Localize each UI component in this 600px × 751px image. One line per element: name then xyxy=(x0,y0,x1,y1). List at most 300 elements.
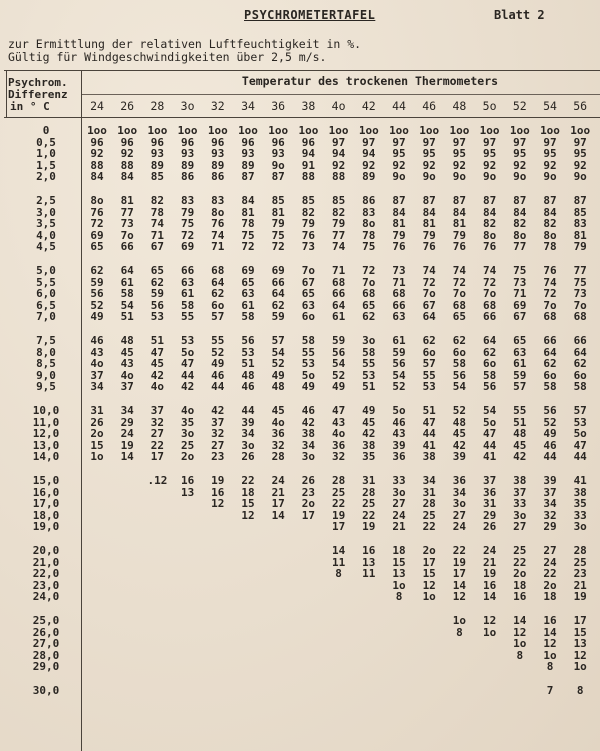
difference-row-label: 24,0 xyxy=(32,590,60,604)
humidity-cell: 7o xyxy=(301,264,316,277)
temperature-column-header: 38 xyxy=(301,99,316,113)
humidity-cell: 28 xyxy=(573,544,587,557)
humidity-cell: 25 xyxy=(180,438,195,452)
humidity-cell: 2o xyxy=(422,544,436,557)
humidity-cell: 54 xyxy=(392,368,406,382)
humidity-cell: 87 xyxy=(271,170,285,184)
humidity-cell: 19 xyxy=(211,474,225,487)
humidity-cell: 3o xyxy=(452,497,467,511)
humidity-cell: 8o xyxy=(513,228,527,242)
humidity-cell: 68 xyxy=(392,287,406,301)
humidity-cell: 38 xyxy=(573,485,587,499)
humidity-cell: 57 xyxy=(513,380,527,394)
humidity-cell: 62 xyxy=(211,287,225,301)
humidity-cell: 64 xyxy=(543,345,557,359)
humidity-cell: 92 xyxy=(482,158,497,172)
humidity-cell: 8o xyxy=(543,228,557,242)
humidity-cell: 96 xyxy=(90,135,104,149)
humidity-cell: 2o xyxy=(301,497,316,511)
difference-row-label: 9,0 xyxy=(36,368,56,382)
humidity-cell: 31 xyxy=(362,474,376,487)
humidity-cell: 93 xyxy=(241,147,255,161)
humidity-cell: 31 xyxy=(90,404,104,417)
humidity-cell: 79 xyxy=(452,228,467,242)
humidity-cell: 54 xyxy=(271,345,285,359)
humidity-cell: 53 xyxy=(362,368,376,382)
humidity-cell: 42 xyxy=(452,438,467,452)
humidity-cell: 3o xyxy=(362,334,376,347)
humidity-cell: 13 xyxy=(573,637,587,651)
humidity-cell: 55 xyxy=(362,357,376,371)
humidity-cell: 77 xyxy=(331,228,346,242)
humidity-cell: 46 xyxy=(301,404,316,417)
humidity-cell: 58 xyxy=(120,287,134,301)
humidity-cell: 3o xyxy=(301,450,316,464)
humidity-cell: 71 xyxy=(392,275,406,289)
humidity-cell: 78 xyxy=(543,240,557,254)
humidity-cell: 58 xyxy=(482,368,497,382)
humidity-cell: 69 xyxy=(241,264,255,277)
humidity-cell: 92 xyxy=(422,158,436,172)
humidity-cell: 34 xyxy=(422,474,436,487)
humidity-cell: 78 xyxy=(362,228,376,242)
temperature-column-header: 32 xyxy=(210,99,225,113)
humidity-cell: 18 xyxy=(241,485,255,499)
humidity-cell: 84 xyxy=(482,205,497,219)
humidity-cell: 1oo xyxy=(117,124,138,137)
humidity-cell: 44 xyxy=(422,427,436,441)
humidity-cell: 75 xyxy=(241,228,255,242)
humidity-cell: 39 xyxy=(392,438,406,452)
difference-row-label: 13,0 xyxy=(32,438,60,452)
humidity-cell: 15 xyxy=(573,625,587,639)
humidity-cell: 9o xyxy=(543,170,557,184)
humidity-cell: 44 xyxy=(482,438,497,452)
humidity-cell: 83 xyxy=(211,194,225,207)
humidity-cell: 51 xyxy=(120,310,134,324)
humidity-cell: 27 xyxy=(452,508,467,522)
humidity-cell: 1oo xyxy=(570,124,591,137)
humidity-cell: 85 xyxy=(271,194,285,207)
humidity-cell: 37 xyxy=(482,474,497,487)
humidity-cell: 13 xyxy=(392,567,406,581)
difference-row-label: 17,0 xyxy=(32,497,60,511)
humidity-cell: 49 xyxy=(211,357,225,371)
humidity-cell: 1o xyxy=(543,648,557,662)
humidity-cell: 96 xyxy=(271,135,285,149)
humidity-cell: 38 xyxy=(301,427,316,441)
humidity-cell: 73 xyxy=(513,275,527,289)
humidity-cell: 46 xyxy=(90,334,104,347)
humidity-cell: 32 xyxy=(543,508,557,522)
humidity-cell: 56 xyxy=(90,287,104,301)
humidity-cell: 21 xyxy=(573,578,587,592)
humidity-cell: 69 xyxy=(271,264,285,277)
humidity-cell: 47 xyxy=(422,415,436,429)
humidity-cell: 52 xyxy=(543,415,557,429)
humidity-cell: .12 xyxy=(147,474,168,487)
humidity-cell: 81 xyxy=(392,217,406,231)
humidity-cell: 85 xyxy=(150,170,165,184)
humidity-cell: 65 xyxy=(513,334,527,347)
humidity-cell: 3o xyxy=(180,427,195,441)
humidity-cell: 7 xyxy=(546,684,554,697)
humidity-cell: 56 xyxy=(543,404,557,417)
humidity-cell: 8 xyxy=(516,648,524,662)
humidity-cell: 96 xyxy=(150,135,165,149)
humidity-cell: 69 xyxy=(180,240,195,254)
humidity-cell: 1oo xyxy=(207,124,228,137)
humidity-cell: 16 xyxy=(362,544,376,557)
humidity-cell: 22 xyxy=(331,497,346,511)
humidity-cell: 37 xyxy=(513,485,527,499)
humidity-cell: 9o xyxy=(271,158,285,172)
humidity-cell: 19 xyxy=(331,508,346,522)
humidity-cell: 92 xyxy=(331,158,346,172)
humidity-cell: 58 xyxy=(452,357,467,371)
humidity-cell: 97 xyxy=(422,135,436,149)
humidity-cell: 16 xyxy=(482,578,497,592)
humidity-cell: 41 xyxy=(573,474,587,487)
humidity-cell: 9o xyxy=(452,170,467,184)
humidity-cell: 12 xyxy=(482,614,497,627)
humidity-cell: 24 xyxy=(392,508,406,522)
humidity-cell: 1o xyxy=(573,660,587,674)
humidity-cell: 23 xyxy=(211,450,225,464)
humidity-cell: 72 xyxy=(482,275,497,289)
temperature-column-header: 36 xyxy=(271,99,286,113)
humidity-cell: 13 xyxy=(180,485,195,499)
difference-row-label: 8,5 xyxy=(36,357,56,371)
humidity-cell: 55 xyxy=(180,310,195,324)
difference-row-label: 6,0 xyxy=(36,287,56,301)
temperature-column-header: 28 xyxy=(150,99,165,113)
humidity-cell: 59 xyxy=(150,287,165,301)
humidity-cell: 84 xyxy=(241,194,255,207)
humidity-cell: 24 xyxy=(482,544,497,557)
humidity-cell: 69 xyxy=(513,298,527,312)
difference-row-label: 18,0 xyxy=(32,508,60,522)
difference-row-label: 0,5 xyxy=(36,135,56,149)
humidity-cell: 74 xyxy=(452,264,467,277)
humidity-cell: 84 xyxy=(452,205,467,219)
humidity-cell: 25 xyxy=(422,508,436,522)
humidity-cell: 44 xyxy=(180,368,195,382)
humidity-cell: 72 xyxy=(452,275,467,289)
humidity-cell: 62 xyxy=(150,275,165,289)
humidity-cell: 27 xyxy=(392,497,406,511)
humidity-cell: 65 xyxy=(150,264,165,277)
humidity-cell: 1o xyxy=(392,578,406,592)
humidity-cell: 58 xyxy=(180,298,195,312)
humidity-cell: 17 xyxy=(331,520,346,534)
humidity-cell: 88 xyxy=(331,170,346,184)
humidity-cell: 92 xyxy=(120,147,134,161)
humidity-cell: 72 xyxy=(90,217,104,231)
humidity-cell: 92 xyxy=(452,158,467,172)
humidity-cell: 1oo xyxy=(298,124,319,137)
temperature-header-title: Temperatur des trockenen Thermometers xyxy=(241,74,499,88)
humidity-cell: 72 xyxy=(543,287,557,301)
humidity-cell: 94 xyxy=(362,147,376,161)
difference-row-label: 9,5 xyxy=(36,380,56,394)
humidity-cell: 82 xyxy=(543,217,557,231)
humidity-cell: 39 xyxy=(452,450,467,464)
humidity-cell: 67 xyxy=(513,310,527,324)
humidity-cell: 48 xyxy=(120,334,134,347)
humidity-cell: 66 xyxy=(180,264,195,277)
humidity-cell: 71 xyxy=(211,240,225,254)
humidity-cell: 89 xyxy=(180,158,195,172)
humidity-cell: 4o xyxy=(271,415,285,429)
humidity-cell: 95 xyxy=(422,147,436,161)
humidity-cell: 1oo xyxy=(358,124,379,137)
humidity-cell: 1oo xyxy=(87,124,107,137)
humidity-cell: 71 xyxy=(513,287,527,301)
humidity-cell: 7o xyxy=(422,287,436,301)
humidity-cell: 22 xyxy=(452,544,467,557)
humidity-cell: 11 xyxy=(362,567,376,581)
humidity-cell: 76 xyxy=(392,240,406,254)
humidity-cell: 23 xyxy=(573,567,587,581)
humidity-cell: 11 xyxy=(331,555,346,569)
humidity-cell: 68 xyxy=(482,298,497,312)
humidity-cell: 63 xyxy=(180,275,195,289)
humidity-cell: 53 xyxy=(301,357,316,371)
humidity-cell: 84 xyxy=(120,170,134,184)
humidity-cell: 52 xyxy=(90,298,104,312)
humidity-cell: 65 xyxy=(301,287,316,301)
humidity-cell: 18 xyxy=(392,544,406,557)
humidity-cell: 44 xyxy=(543,450,557,464)
humidity-cell: 97 xyxy=(331,135,346,149)
humidity-cell: 76 xyxy=(452,240,467,254)
humidity-cell: 82 xyxy=(150,194,165,207)
humidity-cell: 75 xyxy=(573,275,587,289)
humidity-cell: 1oo xyxy=(238,124,258,137)
humidity-cell: 28 xyxy=(331,474,346,487)
humidity-cell: 37 xyxy=(211,415,225,429)
humidity-cell: 97 xyxy=(513,135,527,149)
humidity-cell: 74 xyxy=(543,275,557,289)
humidity-cell: 7o xyxy=(573,298,587,312)
humidity-cell: 29 xyxy=(543,520,557,534)
humidity-cell: 9o xyxy=(513,170,527,184)
humidity-cell: 26 xyxy=(482,520,497,534)
humidity-cell: 66 xyxy=(573,334,587,347)
left-border xyxy=(6,70,7,118)
humidity-cell: 43 xyxy=(392,427,406,441)
humidity-cell: 84 xyxy=(90,170,104,184)
humidity-cell: 17 xyxy=(573,614,587,627)
humidity-cell: 72 xyxy=(271,240,285,254)
humidity-cell: 97 xyxy=(573,135,587,149)
humidity-cell: 28 xyxy=(271,450,285,464)
humidity-cell: 51 xyxy=(513,415,527,429)
humidity-cell: 5o xyxy=(301,368,316,382)
humidity-cell: 17 xyxy=(452,567,467,581)
humidity-cell: 85 xyxy=(573,205,587,219)
humidity-cell: 56 xyxy=(331,345,346,359)
humidity-cell: 56 xyxy=(241,334,255,347)
humidity-cell: 44 xyxy=(241,404,255,417)
humidity-cell: 36 xyxy=(331,438,346,452)
humidity-cell: 81 xyxy=(573,228,587,242)
humidity-cell: 7o xyxy=(362,275,376,289)
humidity-cell: 63 xyxy=(301,298,316,312)
humidity-cell: 68 xyxy=(452,298,467,312)
humidity-cell: 76 xyxy=(482,240,497,254)
humidity-cell: 76 xyxy=(543,264,557,277)
row-header-line-3: in ° C xyxy=(10,100,50,113)
humidity-cell: 62 xyxy=(482,345,497,359)
humidity-cell: 14 xyxy=(331,544,346,557)
humidity-cell: 84 xyxy=(392,205,406,219)
humidity-cell: 3o xyxy=(573,520,587,534)
humidity-cell: 61 xyxy=(241,298,255,312)
difference-row-label: 19,0 xyxy=(32,520,60,534)
humidity-cell: 58 xyxy=(543,380,557,394)
humidity-cell: 65 xyxy=(362,298,376,312)
humidity-cell: 19 xyxy=(573,590,587,604)
humidity-cell: 73 xyxy=(573,287,587,301)
humidity-cell: 56 xyxy=(150,298,165,312)
difference-row-label: 26,0 xyxy=(32,625,60,639)
humidity-cell: 42 xyxy=(513,450,527,464)
humidity-cell: 45 xyxy=(362,415,376,429)
humidity-cell: 77 xyxy=(573,264,587,277)
humidity-cell: 34 xyxy=(452,485,467,499)
humidity-cell: 25 xyxy=(573,555,587,569)
humidity-cell: 72 xyxy=(422,275,436,289)
humidity-cell: 93 xyxy=(211,147,225,161)
humidity-cell: 53 xyxy=(573,415,587,429)
humidity-cell: 54 xyxy=(120,298,134,312)
humidity-cell: 73 xyxy=(301,240,316,254)
humidity-cell: 48 xyxy=(271,380,285,394)
humidity-cell: 16 xyxy=(543,614,557,627)
humidity-cell: 88 xyxy=(301,170,316,184)
humidity-cell: 4o xyxy=(180,404,195,417)
humidity-cell: 87 xyxy=(392,194,406,207)
humidity-cell: 63 xyxy=(392,310,406,324)
humidity-cell: 1oo xyxy=(419,124,440,137)
humidity-cell: 6o xyxy=(452,345,467,359)
humidity-cell: 46 xyxy=(211,368,225,382)
difference-row-label: 10,0 xyxy=(32,404,60,417)
humidity-cell: 74 xyxy=(150,217,165,231)
humidity-cell: 95 xyxy=(482,147,497,161)
humidity-cell: 95 xyxy=(452,147,467,161)
humidity-cell: 62 xyxy=(573,357,587,371)
humidity-cell: 19 xyxy=(120,438,134,452)
humidity-cell: 33 xyxy=(513,497,527,511)
humidity-cell: 48 xyxy=(513,427,527,441)
humidity-cell: 3o xyxy=(513,508,527,522)
humidity-cell: 79 xyxy=(180,205,195,219)
humidity-cell: 55 xyxy=(422,368,436,382)
humidity-cell: 51 xyxy=(241,357,255,371)
humidity-cell: 95 xyxy=(573,147,587,161)
humidity-cell: 47 xyxy=(573,438,587,452)
humidity-cell: 14 xyxy=(513,614,527,627)
difference-row-label: 7,0 xyxy=(36,310,56,324)
humidity-cell: 38 xyxy=(513,474,527,487)
humidity-cell: 52 xyxy=(392,380,406,394)
humidity-cell: 75 xyxy=(362,240,376,254)
humidity-cell: 96 xyxy=(301,135,316,149)
humidity-cell: 5o xyxy=(392,404,406,417)
humidity-cell: 68 xyxy=(331,275,346,289)
humidity-cell: 49 xyxy=(271,368,285,382)
humidity-cell: 12 xyxy=(543,637,557,651)
humidity-cell: 87 xyxy=(452,194,467,207)
humidity-cell: 54 xyxy=(331,357,346,371)
humidity-cell: 75 xyxy=(180,217,195,231)
humidity-cell: 21 xyxy=(392,520,406,534)
humidity-cell: 9o xyxy=(422,170,436,184)
humidity-cell: 22 xyxy=(513,555,527,569)
temperature-column-header: 26 xyxy=(120,99,135,113)
difference-row-label: 3,5 xyxy=(36,217,56,231)
humidity-cell: 32 xyxy=(331,450,346,464)
humidity-cell: 81 xyxy=(422,217,436,231)
humidity-cell: 96 xyxy=(211,135,225,149)
humidity-cell: 78 xyxy=(150,205,165,219)
humidity-cell: 87 xyxy=(241,170,255,184)
humidity-cell: 77 xyxy=(513,240,527,254)
humidity-cell: 1oo xyxy=(509,124,530,137)
humidity-cell: 22 xyxy=(422,520,436,534)
humidity-cell: 81 xyxy=(452,217,467,231)
humidity-cell: 36 xyxy=(271,427,285,441)
humidity-cell: 15 xyxy=(90,438,104,452)
humidity-cell: 53 xyxy=(150,310,165,324)
humidity-cell: 56 xyxy=(482,380,497,394)
subtitle-line-1: zur Ermittlung der relativen Luftfeuchtigkeit in %. xyxy=(8,37,362,51)
humidity-cell: 47 xyxy=(331,404,346,417)
humidity-cell: 26 xyxy=(90,415,104,429)
humidity-cell: 26 xyxy=(241,450,255,464)
humidity-cell: 8 xyxy=(576,684,584,697)
humidity-cell: 69 xyxy=(90,228,104,242)
humidity-cell: 78 xyxy=(241,217,255,231)
humidity-cell: 87 xyxy=(422,194,436,207)
humidity-cell: 22 xyxy=(362,508,376,522)
humidity-cell: 68 xyxy=(573,310,587,324)
humidity-cell: 72 xyxy=(180,228,195,242)
humidity-cell: 53 xyxy=(422,380,436,394)
difference-row-label: 14,0 xyxy=(32,450,60,464)
humidity-cell: 97 xyxy=(452,135,467,149)
humidity-cell: 92 xyxy=(543,158,557,172)
humidity-cell: 88 xyxy=(90,158,104,172)
humidity-cell: 43 xyxy=(90,345,104,359)
humidity-cell: 51 xyxy=(362,380,376,394)
humidity-cell: 12 xyxy=(513,625,527,639)
humidity-cell: 1o xyxy=(513,637,527,651)
humidity-cell: 34 xyxy=(120,404,134,417)
humidity-cell: 66 xyxy=(120,240,134,254)
humidity-cell: 6o xyxy=(301,310,316,324)
difference-row-label: 27,0 xyxy=(32,637,60,651)
humidity-cell: 49 xyxy=(543,427,557,441)
temperature-column-header: 56 xyxy=(573,99,588,113)
difference-row-label: 25,0 xyxy=(32,614,60,627)
humidity-cell: 65 xyxy=(90,240,104,254)
humidity-cell: 55 xyxy=(513,404,527,417)
humidity-cell: 1oo xyxy=(479,124,500,137)
